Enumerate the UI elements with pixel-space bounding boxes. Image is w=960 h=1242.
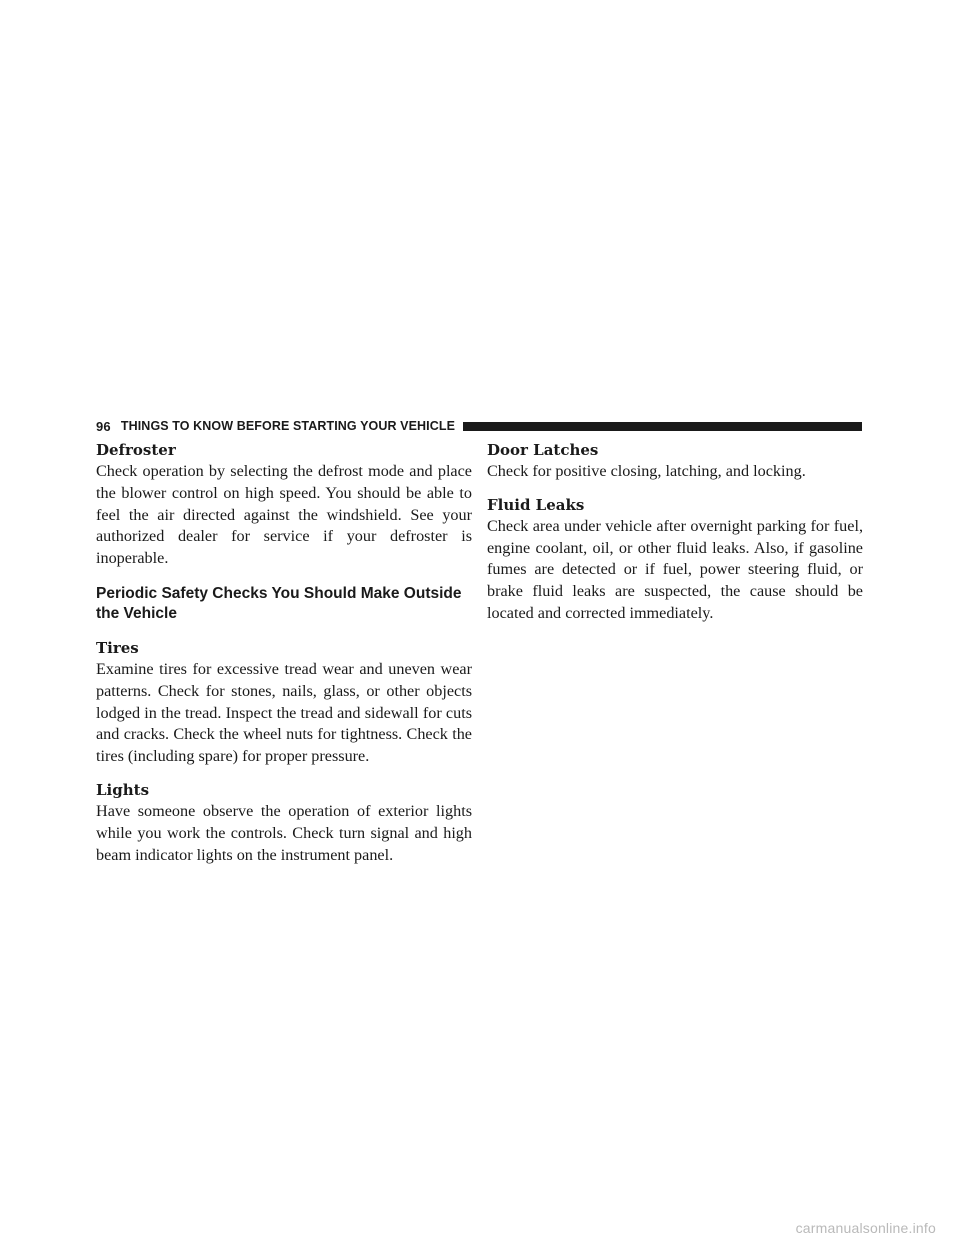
defroster-section	[96, 440, 472, 570]
door-latches-heading: Door Latches	[487, 441, 599, 459]
lights-heading: Lights	[96, 780, 150, 799]
header-rule-bar	[463, 422, 862, 431]
fluid-leaks-heading: Fluid Leaks	[487, 495, 585, 514]
door-latches-text: Check for positive closing, latching, and locking.	[487, 462, 806, 480]
section-title: THINGS TO KNOW BEFORE STARTING YOUR VEHICLE	[120, 419, 456, 433]
fluid-leaks-text: Check area under vehicle after overnight parking for fuel, engine coolant, oil, or other fluid leaks. Also, if gasoline fumes are detected or if fuel, power steering fluid, or brake fluid leaks are suspected, the cause should be located and corrected immediately.	[487, 516, 863, 622]
tires-text: Examine tires for excessive tread wear and uneven wear patterns. Check for stones, nails, glass, or other objects lodged in the tread. Inspect the tread and sidewall for cuts and cracks. Check the wheel nuts for tightness. Check the tires (including spare) for proper pressure.	[96, 659, 472, 766]
watermark-text: carmanualsonline.info	[795, 1220, 936, 1236]
left-column	[96, 440, 472, 878]
tires-heading: Tires	[96, 638, 139, 657]
page-header	[96, 418, 862, 434]
defroster-text: Check operation by selecting the defrost mode and place the blower control on high speed. You should be able to feel the air directed against the windshield. See your authorized dealer for service if your defroster is inoperable.	[96, 462, 472, 568]
right-column	[487, 440, 863, 637]
fluid-leaks-section	[487, 495, 863, 625]
lights-text: Have someone observe the operation of exterior lights while you work the controls. Check turn signal and high beam indicator lights on the instrument panel.	[96, 801, 472, 864]
defroster-heading: Defroster	[96, 441, 176, 459]
page-number: 96	[96, 418, 111, 434]
periodic-checks-heading: Periodic Safety Checks You Should Make Outside the Vehicle	[96, 584, 462, 622]
door-latches-section	[487, 440, 863, 483]
tires-section	[96, 638, 472, 768]
lights-section	[96, 780, 472, 866]
